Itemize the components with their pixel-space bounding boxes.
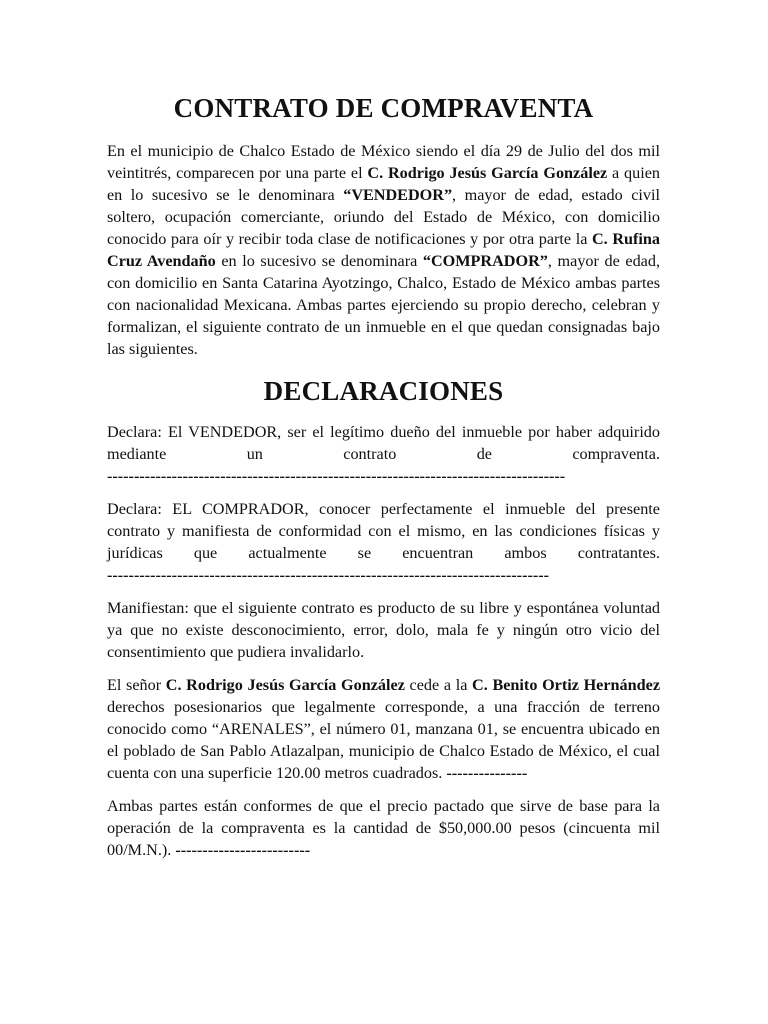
intro-text-3: , mayor de edad, estado civil soltero, ocupación comerciante, oriundo del Estado de México, con domicilio conocido para oír y recibir toda clase de notificaciones y por otra parte la	[107, 186, 660, 248]
intro-text-5: , mayor de edad, con domicilio en Santa Catarina Ayotzingo, Chalco, Estado de México ambas partes con nacionalidad Mexicana. Ambas partes ejerciendo su propio derecho, celebran y formalizan, el siguiente contrato de un inmueble en el que quedan consignadas bajo las siguientes.	[107, 252, 660, 358]
declarations-heading: DECLARACIONES	[263, 376, 504, 406]
price-dashes: -------------------------	[175, 841, 311, 859]
cession-text-2: cede a la	[404, 676, 473, 694]
cession-paragraph	[107, 674, 660, 784]
cession-text-1: El señor	[107, 676, 166, 694]
cession-text-3: derechos posesionarios que legalmente corresponde, a una fracción de terreno conocido como “ARENALES”, el número 01, manzana 01, se encuentra ubicado en el poblado de San Pablo Atlazalpan, municipio de Chalco Estado de México, el cual cuenta con una superficie 120.00 metros cuadrados.	[107, 698, 660, 782]
cession-dashes: ---------------	[446, 764, 528, 782]
buyer-name: C. Rufina Cruz Avendaño	[107, 230, 660, 270]
intro-text-2: a quien en lo sucesivo se le denominara	[107, 164, 660, 204]
seller-term: “VENDEDOR”	[343, 186, 453, 204]
document-title: CONTRATO DE COMPRAVENTA	[173, 93, 594, 123]
cession-buyer-name: C. Benito Ortiz Hernández	[472, 676, 661, 694]
buyer-term: “COMPRADOR”	[422, 252, 548, 270]
intro-text-4: en lo sucesivo se denominara	[215, 252, 423, 270]
separator-line-1: -------------------------------------------------------------------------------------	[107, 467, 566, 485]
price-paragraph	[107, 795, 660, 861]
price-text: Ambas partes están conformes de que el precio pactado que sirve de base para la operación de la compraventa es la cantidad de $50,000.00 pesos (cincuenta mil 00/M.N.).	[107, 797, 660, 859]
document-body	[107, 88, 660, 872]
separator-line-2: ----------------------------------------------------------------------------------	[107, 566, 550, 584]
declaration-buyer: Declara: EL COMPRADOR, conocer perfectamente el inmueble del presente contrato y manifiesta de conformidad con el mismo, en las condiciones físicas y jurídicas que actualmente se encuentran ambos contratantes.	[107, 500, 660, 562]
intro-text-1: En el municipio de Chalco Estado de México siendo el día 29 de Julio del dos mil veintitrés, comparecen por una parte el	[107, 142, 660, 182]
declaration-seller: Declara: El VENDEDOR, ser el legítimo dueño del inmueble por haber adquirido mediante un contrato de compraventa.	[107, 423, 660, 463]
seller-name: C. Rodrigo Jesús García González	[367, 164, 608, 182]
cession-seller-name: C. Rodrigo Jesús García González	[165, 676, 405, 694]
intro-paragraph	[107, 140, 660, 360]
manifest-paragraph: Manifiestan: que el siguiente contrato es producto de su libre y espontánea voluntad ya que no existe desconocimiento, error, dolo, mala fe y ningún otro vicio del consentimiento que pudiera invalidarlo.	[107, 599, 660, 661]
